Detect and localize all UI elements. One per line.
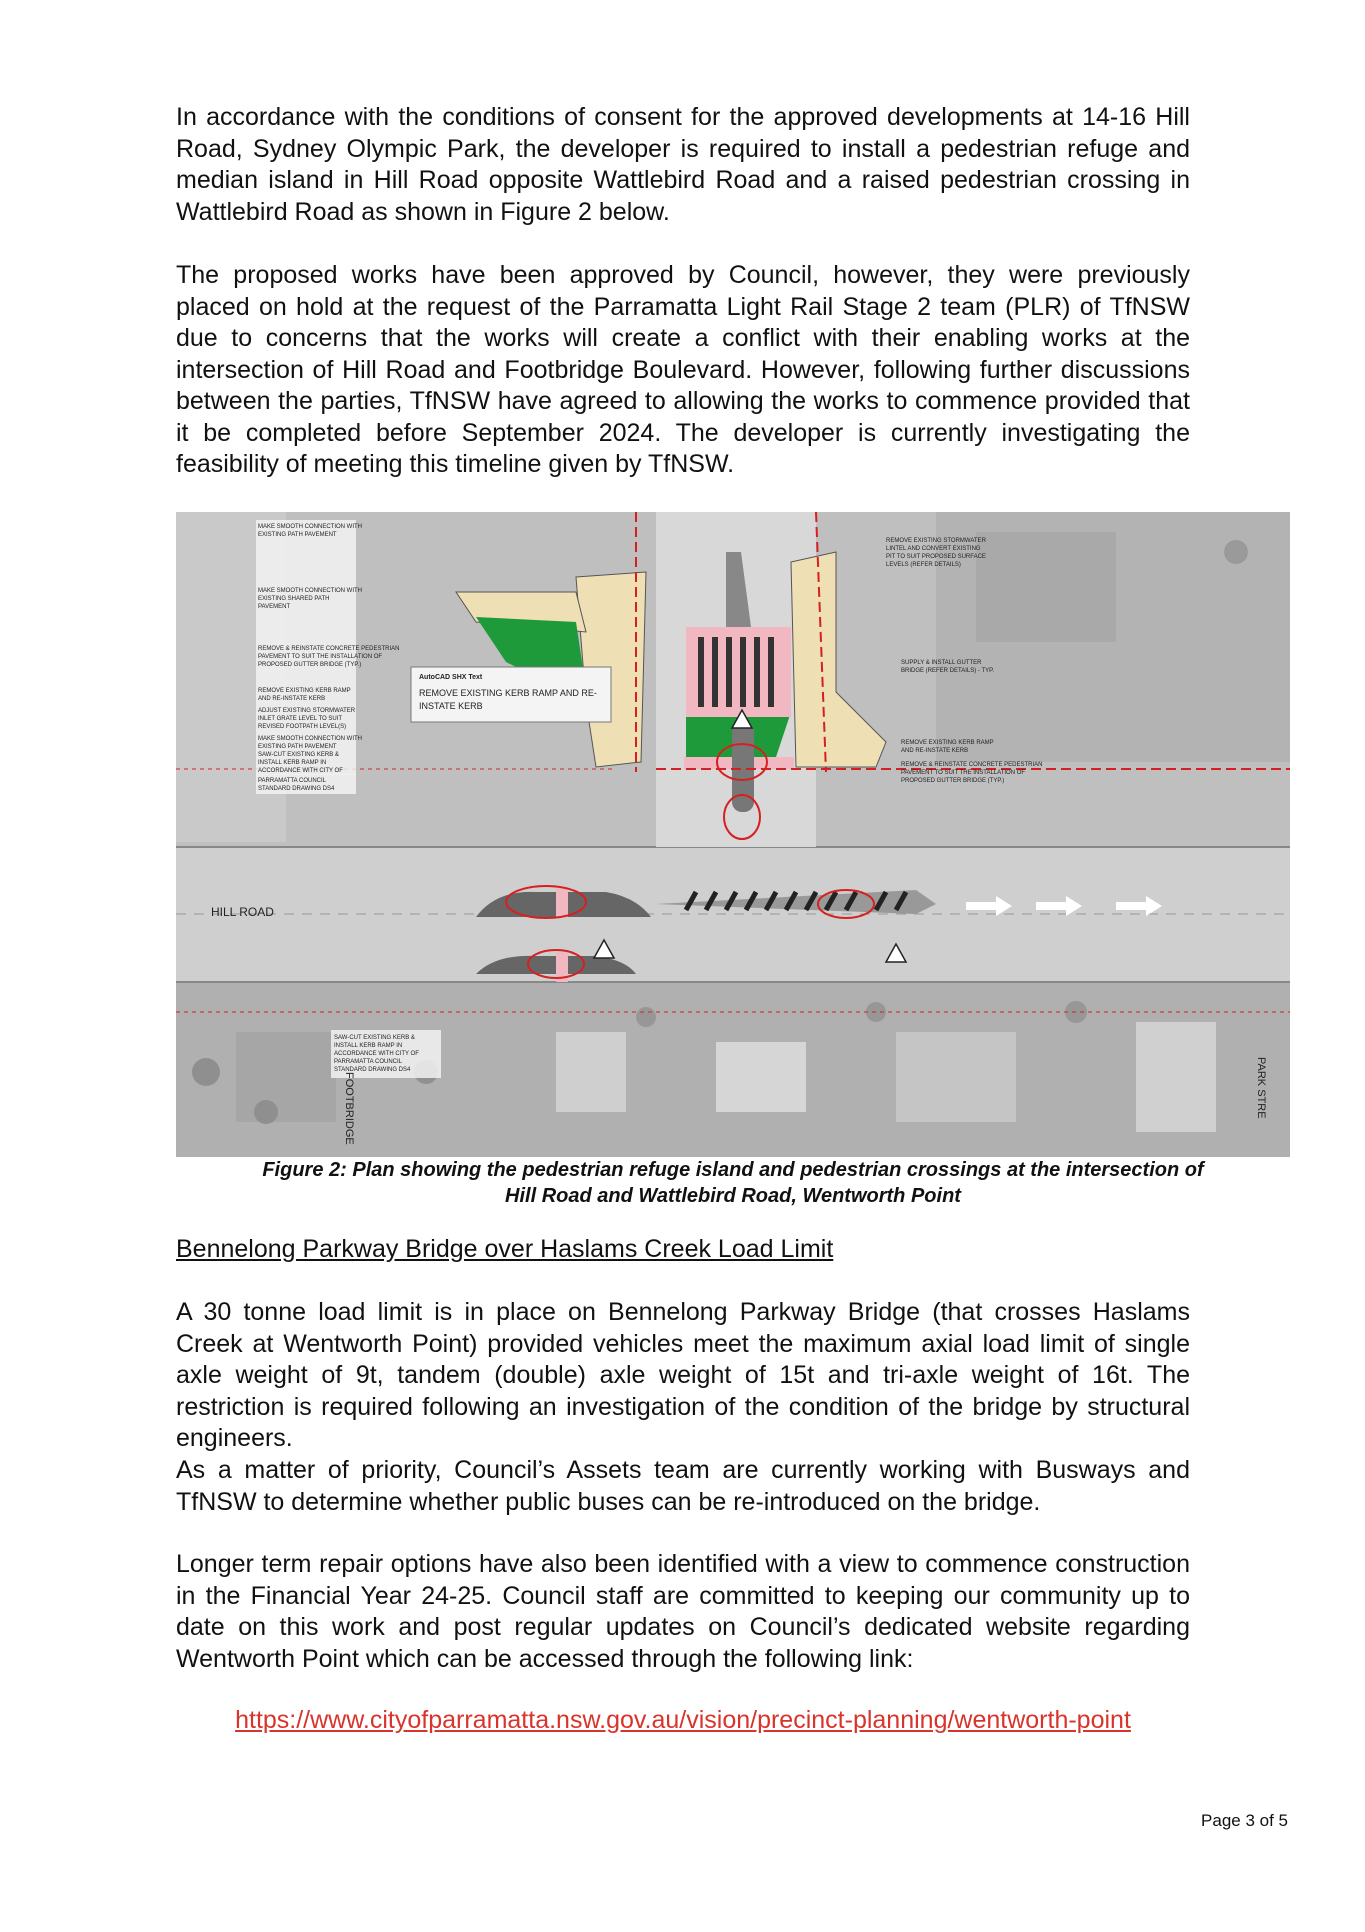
svg-text:PIT TO SUIT PROPOSED SURFACE: PIT TO SUIT PROPOSED SURFACE	[886, 554, 986, 560]
wentworth-point-link[interactable]: https://www.cityofparramatta.nsw.gov.au/vision/precinct-planning/wentworth-point	[235, 1706, 1131, 1734]
svg-text:PROPOSED GUTTER BRIDGE (TYP.): PROPOSED GUTTER BRIDGE (TYP.)	[901, 778, 1005, 784]
svg-text:PARRAMATTA COUNCIL: PARRAMATTA COUNCIL	[258, 778, 327, 784]
bottom-notes	[331, 1030, 441, 1078]
svg-text:AND RE-INSTATE KERB: AND RE-INSTATE KERB	[258, 696, 326, 702]
svg-text:AND RE-INSTATE KERB: AND RE-INSTATE KERB	[901, 748, 969, 754]
svg-text:REVISED FOOTPATH LEVEL(S): REVISED FOOTPATH LEVEL(S)	[258, 724, 347, 730]
svg-text:ADJUST EXISTING STORMWATER: ADJUST EXISTING STORMWATER	[258, 708, 356, 714]
left-notes-extra	[256, 774, 356, 794]
callout-title: AutoCAD SHX Text	[419, 674, 483, 681]
svg-text:MAKE SMOOTH CONNECTION WITH: MAKE SMOOTH CONNECTION WITH	[258, 736, 362, 742]
intro-paragraph: In accordance with the conditions of consent for the approved developments at 14-16 Hill Road, Sydney Olympic Park, the developer is required to install a pedestrian refuge and median island in Hill Road opposite Wattlebird Road and a raised pedestrian crossing in Wattlebird Road as shown in Figure 2 below.	[176, 103, 1190, 226]
repair-options-paragraph: Longer term repair options have also been identified with a view to commence construction in the Financial Year 24-25. Council staff are committed to keeping our community up to date on this work and post regular updates on Council’s dedicated website regarding Wentworth Point which can be accessed through the following link:	[176, 1550, 1190, 1673]
svg-text:INSTALL KERB RAMP IN: INSTALL KERB RAMP IN	[258, 760, 327, 766]
svg-text:REMOVE EXISTING KERB RAMP: REMOVE EXISTING KERB RAMP	[901, 740, 994, 746]
svg-text:EXISTING PATH PAVEMENT: EXISTING PATH PAVEMENT	[258, 532, 337, 538]
hill-road-label: HILL ROAD	[211, 905, 274, 919]
svg-text:SUPPLY & INSTALL GUTTER: SUPPLY & INSTALL GUTTER	[901, 660, 982, 666]
figure-caption-line1: Figure 2: Plan showing the pedestrian refuge island and pedestrian crossings at the intersection of	[262, 1159, 1204, 1181]
works-status-paragraph: The proposed works have been approved by Council, however, they were previously placed on hold at the request of the Parramatta Light Rail Stage 2 team (PLR) of TfNSW due to concerns that the works will create a conflict with their enabling works at the intersection of Hill Road and Footbridge Boulevard. However, following further discussions between the parties, TfNSW have agreed to allowing the works to commence provided that it be completed before September 2024. The developer is currently investigating the feasibility of meeting this timeline given by TfNSW.	[176, 261, 1190, 478]
svg-text:BRIDGE (REFER DETAILS) - TYP.: BRIDGE (REFER DETAILS) - TYP.	[901, 668, 995, 674]
svg-text:PAVEMENT TO SUIT THE INSTALLAT: PAVEMENT TO SUIT THE INSTALLATION OF	[901, 770, 1026, 776]
svg-text:ACCORDANCE WITH CITY OF: ACCORDANCE WITH CITY OF	[258, 768, 343, 774]
figure-caption-line2: Hill Road and Wattlebird Road, Wentworth Point	[505, 1185, 961, 1207]
svg-text:STANDARD DRAWING DS4: STANDARD DRAWING DS4	[258, 786, 335, 792]
svg-text:PAVEMENT TO SUIT THE INSTALLAT: PAVEMENT TO SUIT THE INSTALLATION OF	[258, 654, 383, 660]
svg-text:SAW-CUT EXISTING KERB &: SAW-CUT EXISTING KERB &	[258, 752, 339, 758]
svg-text:INSTALL KERB RAMP IN: INSTALL KERB RAMP IN	[334, 1043, 403, 1049]
callout-text-2: INSTATE KERB	[419, 701, 483, 711]
svg-text:PROPOSED GUTTER BRIDGE (TYP.): PROPOSED GUTTER BRIDGE (TYP.)	[258, 662, 362, 668]
section-heading: Bennelong Parkway Bridge over Haslams Creek Load Limit	[176, 1235, 834, 1263]
callout-text-1: REMOVE EXISTING KERB RAMP AND RE-	[419, 688, 597, 698]
footbridge-label: FOOTBRIDGE	[343, 1072, 355, 1145]
svg-text:REMOVE & REINSTATE CONCRETE PE: REMOVE & REINSTATE CONCRETE PEDESTRIAN	[258, 646, 400, 652]
svg-text:EXISTING SHARED PATH: EXISTING SHARED PATH	[258, 596, 330, 602]
site-plan-drawing	[176, 512, 1290, 1157]
svg-text:REMOVE & REINSTATE CONCRETE PE: REMOVE & REINSTATE CONCRETE PEDESTRIAN	[901, 762, 1043, 768]
svg-text:LINTEL AND CONVERT EXISTING: LINTEL AND CONVERT EXISTING	[886, 546, 981, 552]
priority-paragraph: As a matter of priority, Council’s Assets team are currently working with Busways and TfNSW to determine whether public buses can be re-introduced on the bridge.	[176, 1456, 1190, 1516]
svg-text:MAKE SMOOTH CONNECTION WITH: MAKE SMOOTH CONNECTION WITH	[258, 524, 362, 530]
svg-text:LEVELS (REFER DETAILS): LEVELS (REFER DETAILS)	[886, 562, 961, 568]
svg-text:EXISTING PATH PAVEMENT: EXISTING PATH PAVEMENT	[258, 744, 337, 750]
load-limit-paragraph: A 30 tonne load limit is in place on Bennelong Parkway Bridge (that crosses Haslams Creek at Wentworth Point) provided vehicles meet the maximum axial load limit of single axle weight of 9t, tandem (double) axle weight of 15t and tri-axle weight of 16t. The restriction is required following an investigation of the condition of the bridge by structural engineers.	[176, 1298, 1190, 1452]
park-street-label: PARK STRE	[1255, 1057, 1267, 1119]
svg-text:REMOVE EXISTING STORMWATER: REMOVE EXISTING STORMWATER	[886, 538, 986, 544]
svg-text:INLET GRATE LEVEL TO SUIT: INLET GRATE LEVEL TO SUIT	[258, 716, 343, 722]
page-number: Page 3 of 5	[1201, 1811, 1288, 1830]
svg-text:REMOVE EXISTING KERB RAMP: REMOVE EXISTING KERB RAMP	[258, 688, 351, 694]
figure-caption	[176, 1157, 1290, 1209]
svg-text:STANDARD DRAWING DS4: STANDARD DRAWING DS4	[334, 1067, 411, 1073]
svg-text:ACCORDANCE WITH CITY OF: ACCORDANCE WITH CITY OF	[334, 1051, 419, 1057]
svg-text:PAVEMENT: PAVEMENT	[258, 604, 291, 610]
plan-figure	[176, 512, 1290, 1157]
svg-text:SAW-CUT EXISTING KERB &: SAW-CUT EXISTING KERB &	[334, 1035, 415, 1041]
svg-text:MAKE SMOOTH CONNECTION WITH: MAKE SMOOTH CONNECTION WITH	[258, 588, 362, 594]
svg-text:PARRAMATTA COUNCIL: PARRAMATTA COUNCIL	[334, 1059, 403, 1065]
